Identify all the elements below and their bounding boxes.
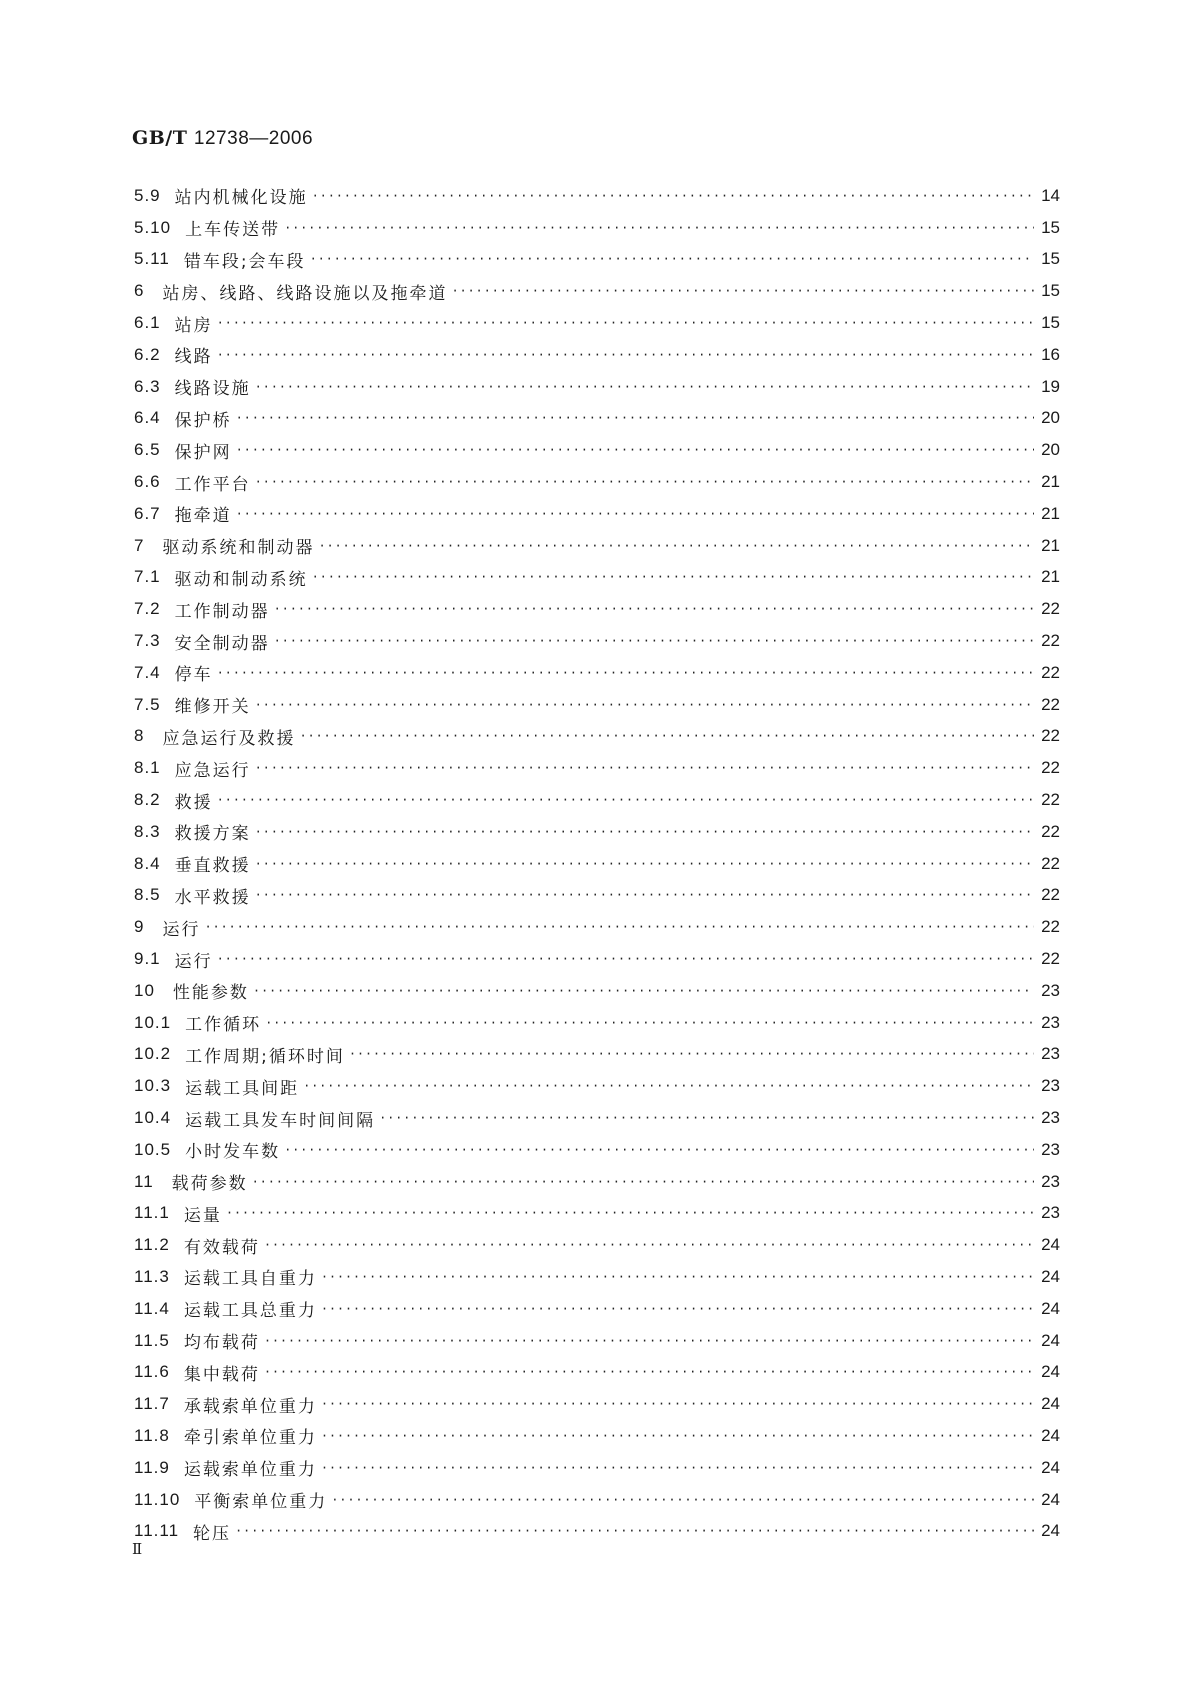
toc-dot-leader	[299, 726, 1034, 746]
page-number-footer: Ⅱ	[132, 1540, 143, 1558]
toc-entry-page: 24	[1041, 1489, 1060, 1509]
toc-entry-number: 6.1	[134, 313, 161, 333]
toc-dot-leader	[321, 1426, 1034, 1446]
toc-entry[interactable]	[134, 1515, 1060, 1547]
toc-dot-leader	[321, 1267, 1034, 1287]
table-of-contents	[134, 180, 1060, 1547]
toc-entry-number: 7.4	[134, 662, 161, 682]
toc-entry-title: 保护网	[174, 442, 232, 463]
toc-entry-page: 22	[1041, 599, 1060, 619]
toc-entry-title: 线路	[174, 347, 213, 368]
toc-entry-page: 24	[1041, 1457, 1060, 1477]
toc-dot-leader	[217, 345, 1034, 365]
toc-entry-title: 集中载荷	[183, 1364, 260, 1385]
toc-entry-page: 24	[1041, 1521, 1060, 1541]
toc-dot-leader	[264, 1235, 1034, 1255]
toc-entry-number: 11.2	[134, 1235, 170, 1255]
toc-entry-page: 22	[1041, 917, 1060, 937]
toc-entry-number: 11.10	[134, 1489, 181, 1509]
toc-entry[interactable]	[134, 307, 1060, 339]
toc-entry-title: 运载工具总重力	[183, 1301, 317, 1322]
toc-entry-number: 9	[134, 917, 145, 937]
toc-dot-leader	[265, 1013, 1034, 1033]
toc-dot-leader	[217, 790, 1034, 810]
toc-dot-leader	[235, 1521, 1034, 1541]
toc-entry-title: 站房	[174, 315, 213, 336]
toc-dot-leader	[318, 536, 1034, 556]
toc-dot-leader	[217, 313, 1034, 333]
toc-entry-page: 16	[1041, 344, 1060, 364]
toc-entry[interactable]	[134, 1070, 1060, 1102]
toc-dot-leader	[331, 1490, 1034, 1510]
toc-entry[interactable]	[134, 721, 1060, 753]
standard-number: 12738—2006	[193, 128, 314, 149]
toc-entry-number: 8.1	[134, 758, 161, 778]
toc-entry-page: 24	[1041, 1394, 1060, 1414]
toc-entry-number: 10.3	[134, 1076, 172, 1096]
toc-dot-leader	[321, 1394, 1034, 1414]
toc-entry-number: 10.5	[134, 1139, 172, 1159]
toc-entry[interactable]	[134, 1229, 1060, 1261]
toc-entry[interactable]	[134, 1134, 1060, 1166]
toc-entry-page: 23	[1041, 1076, 1060, 1096]
toc-entry-number: 7	[134, 535, 145, 555]
document-header	[132, 127, 313, 150]
toc-entry-page: 21	[1041, 535, 1060, 555]
toc-entry-page: 15	[1041, 313, 1060, 333]
toc-entry[interactable]	[134, 244, 1060, 276]
toc-entry-page: 23	[1041, 1108, 1060, 1127]
toc-entry[interactable]	[134, 275, 1060, 307]
toc-entry-title: 错车段;会车段	[183, 251, 306, 272]
toc-entry-page: 24	[1041, 1425, 1060, 1445]
toc-entry-number: 9.1	[134, 949, 161, 969]
toc-entry[interactable]	[134, 816, 1060, 848]
toc-entry-number: 11	[134, 1171, 154, 1191]
toc-dot-leader	[284, 1140, 1034, 1160]
toc-dot-leader	[255, 695, 1034, 715]
toc-entry-number: 5.10	[134, 217, 172, 237]
toc-entry-page: 22	[1041, 885, 1060, 905]
toc-entry-title: 有效载荷	[183, 1237, 260, 1258]
toc-entry[interactable]	[134, 180, 1060, 212]
toc-entry[interactable]	[134, 339, 1060, 371]
toc-dot-leader	[255, 758, 1034, 778]
toc-dot-leader	[274, 631, 1034, 651]
toc-entry-page: 15	[1041, 249, 1060, 269]
toc-entry-title: 站内机械化设施	[174, 188, 308, 209]
toc-entry-title: 安全制动器	[174, 633, 270, 654]
toc-entry[interactable]	[134, 1039, 1060, 1071]
toc-entry-title: 轮压	[193, 1523, 232, 1544]
toc-entry-number: 11.9	[134, 1457, 170, 1477]
toc-entry-title: 工作平台	[174, 474, 251, 495]
toc-entry-number: 5.9	[134, 185, 161, 205]
toc-entry-title: 运载工具自重力	[183, 1269, 317, 1290]
toc-entry[interactable]	[134, 657, 1060, 689]
toc-entry[interactable]	[134, 1293, 1060, 1325]
toc-entry-title: 运量	[183, 1205, 222, 1226]
toc-entry[interactable]	[134, 1420, 1060, 1452]
toc-entry[interactable]	[134, 498, 1060, 530]
toc-entry-page: 22	[1041, 694, 1060, 714]
toc-entry-page: 24	[1041, 1235, 1060, 1255]
toc-entry-page: 23	[1041, 1044, 1060, 1064]
toc-entry[interactable]	[134, 1452, 1060, 1484]
toc-entry-title: 小时发车数	[185, 1142, 281, 1163]
toc-entry-title: 工作循环	[185, 1015, 262, 1036]
toc-entry-title: 应急运行	[174, 760, 251, 781]
toc-entry-page: 19	[1041, 376, 1060, 396]
toc-dot-leader	[204, 917, 1034, 937]
toc-entry-title: 水平救援	[174, 887, 251, 908]
toc-entry-page: 23	[1041, 1012, 1060, 1032]
toc-entry[interactable]	[134, 1166, 1060, 1198]
toc-dot-leader	[310, 249, 1034, 269]
toc-entry[interactable]	[134, 562, 1060, 594]
toc-entry[interactable]	[134, 943, 1060, 975]
toc-entry-page: 22	[1041, 726, 1060, 746]
toc-entry-number: 6.2	[134, 344, 161, 364]
toc-entry-title: 上车传送带	[185, 220, 281, 241]
toc-entry-number: 6.3	[134, 376, 161, 396]
toc-dot-leader	[255, 854, 1034, 874]
toc-entry[interactable]	[134, 403, 1060, 435]
toc-entry[interactable]	[134, 530, 1060, 562]
toc-dot-leader	[451, 281, 1034, 301]
toc-dot-leader	[303, 1076, 1034, 1096]
toc-entry-number: 5.11	[134, 249, 170, 269]
toc-entry-number: 8.4	[134, 853, 161, 873]
toc-entry-title: 运行	[162, 919, 201, 940]
toc-dot-leader	[253, 981, 1034, 1001]
toc-entry-page: 22	[1041, 821, 1060, 841]
toc-dot-leader	[264, 1331, 1034, 1351]
toc-dot-leader	[252, 1172, 1034, 1192]
toc-entry-page: 14	[1041, 185, 1060, 205]
toc-entry[interactable]	[134, 434, 1060, 466]
toc-dot-leader	[255, 885, 1034, 905]
toc-entry-title: 驱动系统和制动器	[162, 538, 315, 559]
toc-entry-page: 21	[1041, 567, 1060, 587]
toc-dot-leader	[349, 1044, 1034, 1064]
toc-entry-title: 运载工具发车时间间隔	[185, 1110, 376, 1131]
toc-entry-title: 工作周期;循环时间	[185, 1046, 345, 1067]
toc-entry-page: 22	[1041, 758, 1060, 778]
toc-dot-leader	[236, 440, 1034, 460]
toc-entry[interactable]	[134, 1388, 1060, 1420]
toc-entry-page: 23	[1041, 1203, 1060, 1223]
toc-entry-number: 6.6	[134, 472, 161, 492]
toc-dot-leader	[379, 1108, 1034, 1128]
toc-entry[interactable]	[134, 1102, 1060, 1134]
toc-entry-number: 8.3	[134, 821, 161, 841]
toc-entry-title: 承载索单位重力	[183, 1396, 317, 1417]
toc-entry-page: 22	[1041, 949, 1060, 969]
toc-entry-number: 10.4	[134, 1108, 172, 1127]
toc-dot-leader	[236, 504, 1034, 524]
toc-entry-number: 11.6	[134, 1362, 170, 1382]
toc-entry[interactable]	[134, 689, 1060, 721]
toc-entry[interactable]	[134, 466, 1060, 498]
standard-code: GB/T	[132, 127, 188, 149]
toc-entry-page: 24	[1041, 1266, 1060, 1286]
toc-dot-leader	[217, 663, 1034, 683]
toc-entry-title: 驱动和制动系统	[174, 569, 308, 590]
toc-entry-page: 23	[1041, 1171, 1060, 1191]
toc-entry-title: 维修开关	[174, 697, 251, 718]
toc-entry-page: 22	[1041, 790, 1060, 810]
toc-entry-number: 6.7	[134, 503, 161, 523]
toc-entry-title: 工作制动器	[174, 601, 270, 622]
toc-entry-number: 11.1	[134, 1203, 170, 1223]
toc-entry-title: 垂直救援	[174, 856, 251, 877]
toc-entry[interactable]	[134, 1198, 1060, 1230]
toc-dot-leader	[284, 218, 1034, 238]
toc-entry-page: 24	[1041, 1362, 1060, 1382]
toc-entry-number: 6	[134, 281, 145, 301]
toc-entry[interactable]	[134, 625, 1060, 657]
toc-entry[interactable]	[134, 1261, 1060, 1293]
toc-entry-page: 15	[1041, 217, 1060, 237]
toc-entry-page: 24	[1041, 1298, 1060, 1318]
toc-entry-page: 24	[1041, 1330, 1060, 1350]
toc-entry-page: 15	[1041, 281, 1060, 301]
toc-entry-title: 均布载荷	[183, 1333, 260, 1354]
toc-entry-number: 7.3	[134, 631, 161, 651]
toc-entry-title: 救援方案	[174, 824, 251, 845]
toc-entry-title: 运载索单位重力	[183, 1460, 317, 1481]
toc-entry-title: 运载工具间距	[185, 1078, 300, 1099]
toc-dot-leader	[255, 472, 1034, 492]
toc-entry-number: 10.1	[134, 1012, 172, 1032]
toc-entry-title: 平衡索单位重力	[194, 1492, 328, 1513]
toc-entry[interactable]	[134, 1356, 1060, 1388]
toc-entry[interactable]	[134, 1484, 1060, 1516]
toc-dot-leader	[312, 567, 1034, 587]
toc-entry[interactable]	[134, 752, 1060, 784]
toc-entry[interactable]	[134, 1325, 1060, 1357]
toc-entry-number: 10	[134, 980, 155, 1000]
toc-entry-title: 牵引索单位重力	[183, 1428, 317, 1449]
toc-entry-title: 应急运行及救援	[162, 728, 296, 749]
toc-dot-leader	[217, 949, 1034, 969]
toc-dot-leader	[255, 822, 1034, 842]
toc-entry-page: 20	[1041, 440, 1060, 460]
toc-dot-leader	[255, 377, 1034, 397]
toc-entry-page: 22	[1041, 853, 1060, 873]
toc-entry-number: 7.1	[134, 567, 161, 587]
toc-entry-page: 23	[1041, 1139, 1060, 1159]
toc-entry-title: 载荷参数	[171, 1174, 248, 1195]
toc-entry-number: 10.2	[134, 1044, 172, 1064]
toc-entry-page: 20	[1041, 408, 1060, 428]
toc-entry-page: 23	[1041, 980, 1060, 1000]
toc-entry-page: 21	[1041, 472, 1060, 492]
toc-dot-leader	[264, 1362, 1034, 1382]
toc-entry-number: 8.5	[134, 885, 161, 905]
toc-entry[interactable]	[134, 371, 1060, 403]
toc-entry-title: 拖牵道	[174, 506, 232, 527]
toc-entry-number: 11.8	[134, 1425, 170, 1445]
toc-entry-number: 8.2	[134, 790, 161, 810]
toc-entry-number: 11.11	[134, 1521, 180, 1541]
toc-entry[interactable]	[134, 784, 1060, 816]
toc-entry-title: 停车	[174, 665, 213, 686]
toc-entry[interactable]	[134, 593, 1060, 625]
toc-entry-title: 运行	[174, 951, 213, 972]
toc-dot-leader	[312, 186, 1034, 206]
toc-dot-leader	[236, 408, 1034, 428]
toc-entry[interactable]	[134, 911, 1060, 943]
toc-entry-number: 7.5	[134, 694, 161, 714]
toc-entry-number: 6.5	[134, 440, 161, 460]
toc-entry-title: 站房、线路、线路设施以及拖牵道	[162, 283, 448, 304]
toc-entry[interactable]	[134, 975, 1060, 1007]
toc-entry-number: 11.3	[134, 1266, 170, 1286]
toc-entry-number: 11.4	[134, 1298, 170, 1318]
toc-dot-leader	[226, 1203, 1034, 1223]
toc-entry-number: 6.4	[134, 408, 161, 428]
toc-entry-page: 21	[1041, 503, 1060, 523]
toc-dot-leader	[321, 1299, 1034, 1319]
toc-entry-page: 22	[1041, 631, 1060, 651]
toc-entry[interactable]	[134, 848, 1060, 880]
toc-entry-title: 救援	[174, 792, 213, 813]
toc-entry-number: 7.2	[134, 599, 161, 619]
toc-entry-title: 保护桥	[174, 410, 232, 431]
toc-entry-number: 8	[134, 726, 145, 746]
toc-entry-number: 11.5	[134, 1330, 170, 1350]
toc-entry-number: 11.7	[134, 1394, 170, 1414]
toc-dot-leader	[321, 1458, 1034, 1478]
toc-dot-leader	[274, 599, 1034, 619]
toc-entry[interactable]	[134, 212, 1060, 244]
toc-entry-title: 线路设施	[174, 379, 251, 400]
toc-entry[interactable]	[134, 880, 1060, 912]
toc-entry-page: 22	[1041, 662, 1060, 682]
toc-entry[interactable]	[134, 1007, 1060, 1039]
toc-entry-title: 性能参数	[172, 983, 249, 1004]
